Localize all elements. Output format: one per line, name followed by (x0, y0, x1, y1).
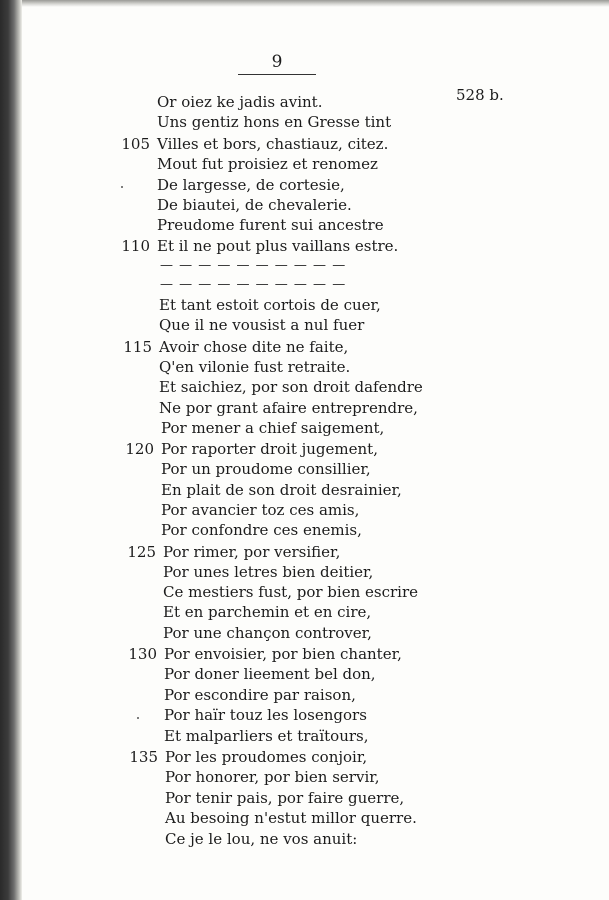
verse-text: Uns gentiz hons en Gresse tint (157, 113, 392, 131)
verse-text: Avoir chose dite ne faite, (159, 338, 349, 356)
page-top-edge (22, 0, 609, 7)
verse-text: Et en parchemin et en cire, (163, 603, 372, 621)
verse-text: Et tant estoit cortois de cuer, (159, 296, 381, 314)
verse-text: Ce mestiers fust, por bien escrire (163, 583, 418, 601)
verse-text: Por avancier toz ces amis, (161, 501, 360, 519)
verse-text: Por tenir pais, por faire guerre, (165, 789, 405, 807)
ellipsis-dashes: — — — — — — — — — — (160, 261, 347, 271)
verse-text: Por mener a chief saigement, (161, 419, 385, 437)
line-number: 130 (128, 645, 157, 663)
verse-text: Por raporter droit jugement, (161, 440, 378, 458)
verse-text: Por un proudome consillier, (161, 460, 371, 478)
verse-text: Ce je le lou, ne vos anuit: (165, 830, 358, 848)
ink-speck (121, 186, 123, 188)
verse-text: Que il ne vousist a nul fuer (159, 316, 365, 334)
verse-text: Mout fut proisiez et renomez (157, 155, 378, 173)
book-spine-shadow (0, 0, 22, 900)
line-number: 120 (125, 440, 154, 458)
line-number: 115 (123, 338, 152, 356)
verse-text: Villes et bors, chastiauz, citez. (157, 135, 389, 153)
verse-text: Or oiez ke jadis avint. (157, 93, 323, 111)
verse-text: Por confondre ces enemis, (161, 521, 362, 539)
verse-text: Por doner lieement bel don, (164, 665, 376, 683)
ink-speck (137, 717, 139, 719)
verse-text: Preudome furent sui ancestre (157, 216, 384, 234)
verse-text: Por honorer, por bien servir, (165, 768, 380, 786)
verse-text: Por unes letres bien deitier, (163, 563, 374, 581)
line-number: 125 (127, 543, 156, 561)
line-number: 135 (129, 748, 158, 766)
verse-text: Por escondire par raison, (164, 686, 356, 704)
verse-text: Et il ne pout plus vaillans estre. (157, 237, 399, 255)
verse-text: Por envoisier, por bien chanter, (164, 645, 402, 663)
verse-text: Ne por grant afaire entreprendre, (159, 399, 418, 417)
verse-text: En plait de son droit desrainier, (161, 481, 402, 499)
verse-text: De largesse, de cortesie, (157, 176, 345, 194)
line-number: 105 (121, 135, 150, 153)
verse-text: Et saichiez, por son droit dafendre (159, 378, 423, 396)
verse-text: Et malparliers et traïtours, (164, 727, 369, 745)
verse-text: Por les proudomes conjoir, (165, 748, 368, 766)
verse-text: Q'en vilonie fust retraite. (159, 358, 351, 376)
verse-text: Por rimer, por versifier, (163, 543, 341, 561)
ellipsis-dashes: — — — — — — — — — — (160, 280, 347, 290)
verse-text: Au besoing n'estut millor querre. (165, 809, 417, 827)
folio-reference: 528 b. (456, 86, 504, 104)
verse-text: De biautei, de chevalerie. (157, 196, 352, 214)
line-number: 110 (121, 237, 150, 255)
verse-text: Por une chançon controver, (163, 624, 372, 642)
page-number-rule (238, 74, 316, 75)
page-number: 9 (271, 52, 283, 72)
verse-text: Por haïr touz les losengors (164, 706, 367, 724)
